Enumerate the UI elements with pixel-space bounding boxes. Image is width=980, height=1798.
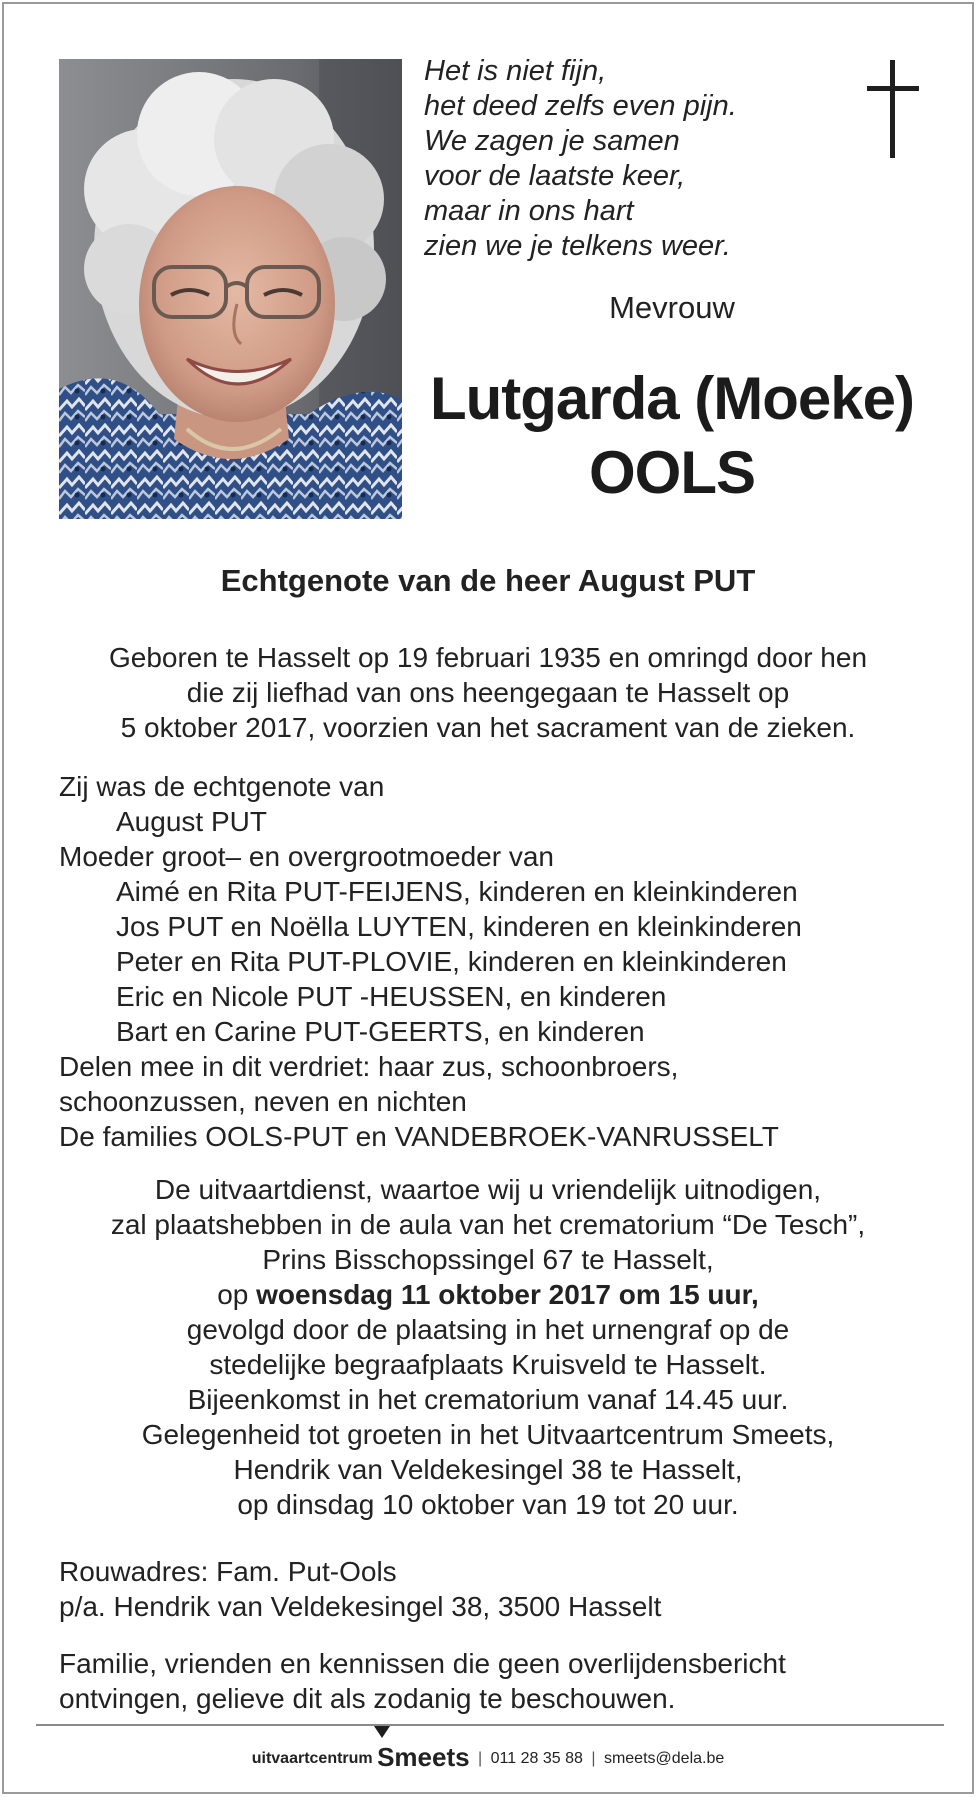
address-line: Rouwadres: Fam. Put-Ools (59, 1556, 397, 1587)
spouse-line: Echtgenote van de heer August PUT (220, 563, 756, 598)
cross-icon (863, 60, 923, 160)
poem-line: voor de laatste keer, (424, 160, 686, 192)
salutation: Mevrouw (609, 290, 735, 325)
poem (424, 54, 784, 264)
brand-name: Smeets (377, 1742, 470, 1772)
mourning-address (59, 1554, 939, 1624)
funeral-line: op dinsdag 10 oktober van 19 tot 20 uur. (237, 1489, 739, 1520)
poem-line: maar in ons hart (424, 195, 634, 227)
spouse-intro: Zij was de echtgenote van (59, 771, 385, 802)
funeral-line: Gelegenheid tot groeten in het Uitvaartcentrum Smeets, (141, 1419, 835, 1450)
footer (0, 1742, 976, 1773)
portrait-illustration (59, 59, 402, 519)
birth-line: 5 oktober 2017, voorzien van het sacrament van de zieken. (120, 712, 856, 743)
funeral-line: Hendrik van Veldekesingel 38 te Hasselt, (233, 1454, 743, 1485)
funeral-line: gevolgd door de plaatsing in het urnengraf op de (186, 1314, 790, 1345)
triangle-down-icon (374, 1726, 390, 1738)
funeral-line: De uitvaartdienst, waartoe wij u vriendelijk uitnodigen, (154, 1174, 822, 1205)
deceased-last-name: OOLS (588, 439, 755, 506)
share-grief-line: Delen mee in dit verdriet: haar zus, schoonbroers, (59, 1051, 679, 1082)
poem-line: zien we je telkens weer. (424, 230, 731, 262)
closing-line: ontvingen, gelieve dit als zodanig te beschouwen. (59, 1683, 676, 1714)
share-grief-line: schoonzussen, neven en nichten (59, 1086, 467, 1117)
families-line: De families OOLS-PUT en VANDEBROEK-VANRUSSELT (59, 1121, 779, 1152)
child-family: Eric en Nicole PUT -HEUSSEN, en kinderen (116, 981, 667, 1012)
spouse-name: August PUT (116, 806, 267, 837)
birth-paragraph (0, 640, 976, 745)
child-family: Bart en Carine PUT-GEERTS, en kinderen (116, 1016, 645, 1047)
child-family: Jos PUT en Noëlla LUYTEN, kinderen en kleinkinderen (116, 911, 802, 942)
funeral-date-prefix: op (217, 1279, 257, 1310)
birth-line: die zij liefhad van ons heengegaan te Hasselt op (186, 677, 790, 708)
footer-phone: 011 28 35 88 (490, 1750, 583, 1767)
birth-line: Geboren te Hasselt op 19 februari 1935 en omringd door hen (108, 642, 868, 673)
funeral-line: Bijeenkomst in het crematorium vanaf 14.45 uur. (187, 1384, 789, 1415)
footer-email[interactable]: smeets@dela.be (603, 1750, 725, 1767)
footer-separator: | (591, 1750, 596, 1767)
funeral-section (0, 1172, 976, 1522)
family-section (59, 769, 939, 1154)
funeral-line: Prins Bisschopssingel 67 te Hasselt, (262, 1244, 714, 1275)
deceased-name (424, 362, 920, 510)
footer-separator: | (478, 1750, 483, 1767)
footer-divider (36, 1724, 944, 1726)
portrait-photo (59, 59, 402, 519)
child-family: Aimé en Rita PUT-FEIJENS, kinderen en kleinkinderen (116, 876, 798, 907)
funeral-date: woensdag 11 oktober 2017 om 15 uur, (256, 1279, 759, 1310)
brand-prefix: uitvaartcentrum (251, 1750, 373, 1767)
child-family: Peter en Rita PUT-PLOVIE, kinderen en kleinkinderen (116, 946, 787, 977)
children-intro: Moeder groot– en overgrootmoeder van (59, 841, 554, 872)
poem-line: Het is niet fijn, (424, 55, 607, 87)
funeral-line: zal plaatshebben in de aula van het crematorium “De Tesch”, (110, 1209, 866, 1240)
poem-line: We zagen je samen (424, 125, 680, 157)
closing-line: Familie, vrienden en kennissen die geen overlijdensbericht (59, 1648, 786, 1679)
funeral-line: stedelijke begraafplaats Kruisveld te Hasselt. (209, 1349, 767, 1380)
poem-line: het deed zelfs even pijn. (424, 90, 737, 122)
funeral-date-line (0, 1277, 976, 1312)
closing-note (59, 1646, 939, 1716)
deceased-first-name: Lutgarda (Moeke) (429, 365, 915, 432)
address-line: p/a. Hendrik van Veldekesingel 38, 3500 Hasselt (59, 1591, 662, 1622)
